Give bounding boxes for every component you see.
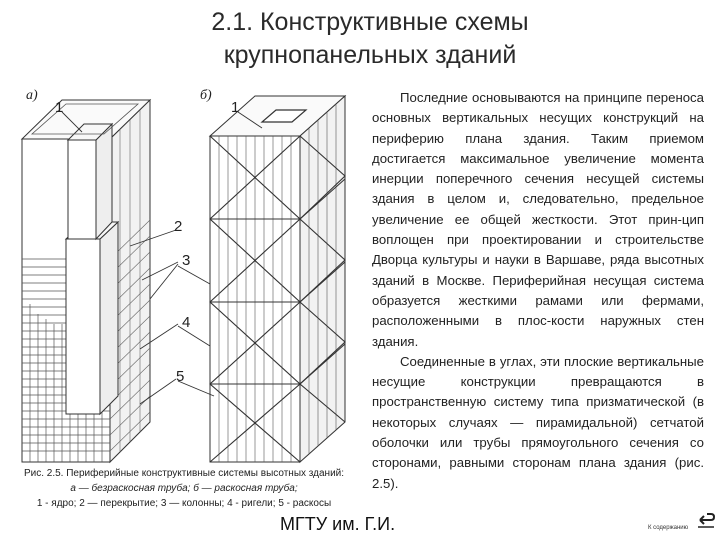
caption-line-1: Рис. 2.5. Периферийные конструктивные системы высотных зданий: [23, 468, 345, 479]
building-b [210, 96, 345, 462]
figure-label-b: б) [200, 88, 212, 103]
body-paragraph-2: Соединенные в углах, эти плоские вертикальные несущие конструкции превращаются в пространственную систему типа призматической (в некоторых случаях — пирамидальной) сетчатой оболочки или трубы прямоугольного сечения со сторонами, равными сторонам плана здания (рис. 2.5). [372, 353, 704, 491]
building-diagram [0, 84, 360, 464]
callout-1-b: 1 [231, 99, 240, 116]
title-line-2: крупнопанельных зданий [223, 41, 517, 69]
callout-2: 2 [174, 218, 183, 235]
figure-caption [4, 466, 364, 511]
callout-5: 5 [176, 368, 185, 385]
contents-link-label: К содержанию [648, 525, 689, 531]
callout-4: 4 [182, 314, 191, 331]
footer-institution: МГТУ им. Г.И. [280, 514, 396, 534]
body-text [372, 88, 704, 494]
decorative-stripes [0, 44, 200, 88]
title-line-1: 2.1. Конструктивные схемы [211, 8, 529, 36]
body-paragraph-1: Последние основываются на принципе переноса основных вертикальных несущих конструкций на периферию плана здания. Таким приемом достигается максимальное увеличение момента инерции поперечного сечения несущей системы здания в целом и, следовательно, предельное увеличение ее общей жесткости. Этот прин-цип воплощен при проектировании и строительстве Дворца культуры и науки в Варшаве, ряда высотных зданий в Москве. Периферийная несущая система образуется жесткими рамами или фермами, расположенными в плос-кости наружных стен здания. [372, 90, 704, 349]
callout-1-a: 1 [55, 99, 64, 116]
caption-line-2: а — безраскосная труба; б — раскосная труба; [70, 483, 298, 494]
contents-link-button[interactable] [648, 508, 716, 536]
return-arrow-icon [696, 510, 716, 530]
figure-label-a: а) [26, 88, 38, 103]
callout-3: 3 [182, 252, 191, 269]
building-a [22, 100, 150, 462]
caption-line-3: 1 - ядро; 2 — перекрытие; 3 — колонны; 4 - ригели; 5 - раскосы [36, 498, 332, 509]
slide-title [150, 6, 590, 72]
